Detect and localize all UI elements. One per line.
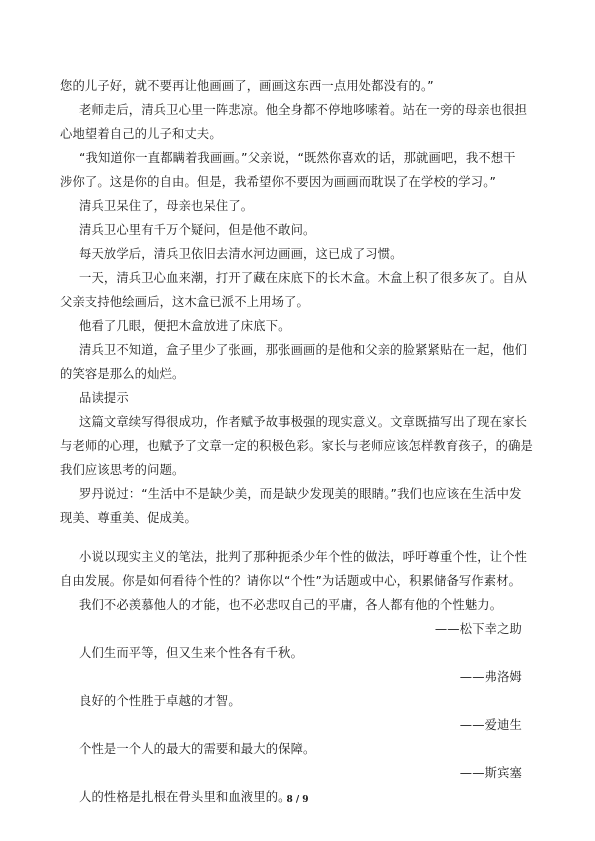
story-line: 的笑容是那么的灿烂。 [60,367,185,381]
pindu-line: 现美、尊重美、促成美。 [60,511,197,525]
story-line: 一天，清兵卫心血来潮，打开了藏在床底下的长木盒。木盒上积了很多灰了。自从 [79,271,528,285]
story-line: 他看了几眼，便把木盒放进了床底下。 [79,319,291,333]
quote-author: ——弗洛姆 [459,670,522,684]
pindu-line: 与老师的心理，也赋予了文章一定的积极色彩。家长与老师应该怎样教育孩子，的确是 [60,439,533,453]
quote-author: ——松下幸之助 [434,622,522,636]
story-line: 您的儿子好，就不要再让他画画了，画画这东西一点用处都没有的。” [60,79,434,93]
quote-text: 个性是一个人的最大的需要和最大的保障。 [79,742,316,756]
story-line: 清兵卫不知道，盒子里少了张画，那张画画的是他和父亲的脸紧紧贴在一起，他们 [79,343,528,357]
quote-text: 良好的个性胜于卓越的才智。 [79,694,241,708]
story-line: 清兵卫呆住了，母亲也呆住了。 [79,199,254,213]
quote-author: ——斯宾塞 [459,766,522,780]
pindu-line: 罗丹说过：“生活中不是缺少美，而是缺少发现美的眼睛。”我们也应该在生活中发 [79,487,522,501]
story-line: 父亲支持他绘画后，这木盒已派不上用场了。 [60,295,309,309]
pindu-line: 我们应该思考的问题。 [60,463,185,477]
story-line: “我知道你一直都瞒着我画画。”父亲说，“既然你喜欢的话，那就画吧，我不想干 [79,151,516,165]
quote-author: ——爱迪生 [459,718,522,732]
page-number: 8 / 9 [286,795,309,805]
story-line: 涉你了。这是你的自由。但是，我希望你不要因为画画而耽误了在学校的学习。” [60,175,497,189]
pindu-heading: 品读提示 [79,391,129,405]
material-intro-line: 小说以现实主义的笔法，批判了那种扼杀少年个性的做法，呼吁尊重个性，让个性 [79,550,528,564]
quote-text: 我们不必羡慕他人的才能，也不必悲叹自己的平庸，各人都有他的个性魅力。 [79,598,503,612]
story-line: 心地望着自己的儿子和丈夫。 [60,127,222,141]
story-line: 每天放学后，清兵卫依旧去清水河边画画，这已成了习惯。 [79,247,403,261]
story-line: 老师走后，清兵卫心里一阵悲凉。他全身都不停地哆嗦着。站在一旁的母亲也很担 [79,103,528,117]
pindu-line: 这篇文章续写得很成功，作者赋予故事极强的现实意义。文章既描写出了现在家长 [79,415,528,429]
material-intro-line: 自由发展。你是如何看待个性的？请你以“个性”为话题或中心，积累储备写作素材。 [60,574,522,588]
story-line: 清兵卫心里有千万个疑问，但是他不敢问。 [79,223,316,237]
quote-text: 人的性格是扎根在骨头里和血液里的。 [79,790,291,804]
quote-text: 人们生而平等，但又生来个性各有千秋。 [79,646,304,660]
